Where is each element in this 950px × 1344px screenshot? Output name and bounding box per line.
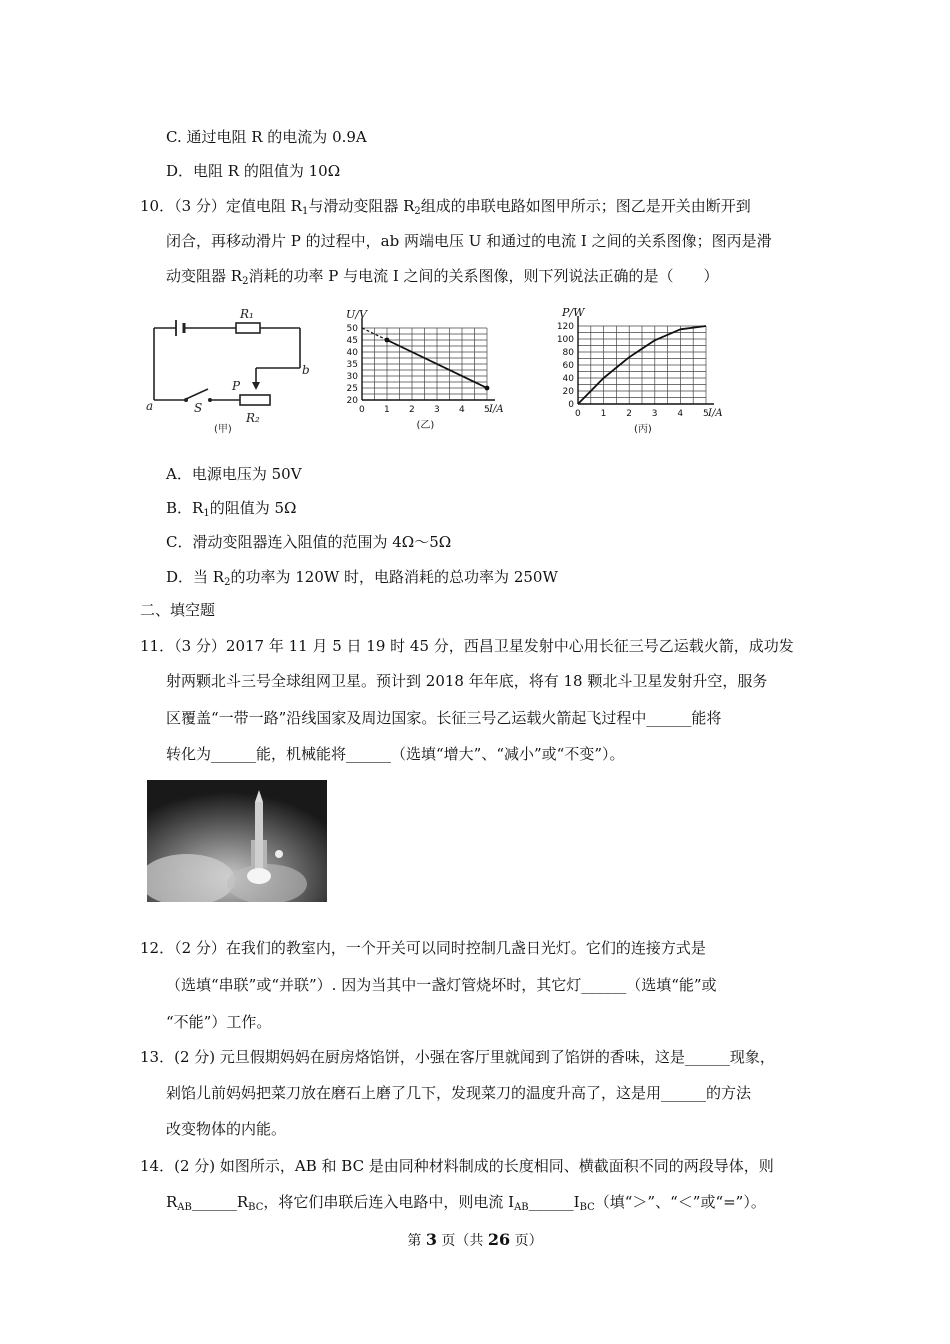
chart-caption: (丙) [634,424,652,435]
y-tick-label: 80 [562,348,574,358]
q13-line3: 改变物体的内能。 [166,1120,287,1138]
x-tick-label: 0 [359,405,365,415]
label-s: S [194,401,203,415]
y-tick-label: 25 [346,384,358,394]
q13-line1: 13．(2 分) 元旦假期妈妈在厨房烙馅饼，小强在客厅里就闻到了馅饼的香味，这是______现象， [140,1048,775,1066]
y-tick-label: 40 [562,374,574,384]
y-tick-label: 20 [562,387,574,397]
x-tick-label: 5 [703,409,709,419]
q9-option-d: D．电阻 R 的阻值为 10Ω [166,162,341,180]
slider-arrow-icon [252,382,260,390]
q11-line3: 区覆盖“一带一路”沿线国家及周边国家。长征三号乙运载火箭起飞过程中______能将 [166,709,722,727]
page-total: 26 [487,1230,511,1249]
x-tick-label: 4 [459,405,465,415]
x-tick-label: 0 [575,409,581,419]
y-tick-label: 35 [346,360,358,370]
q11-line4: 转化为______能，机械能将______（选填“增大”、“减小”或“不变”）。 [166,745,625,763]
x-tick-label: 1 [600,409,607,419]
q10-option-a: A．电源电压为 50V [166,465,302,483]
x-tick-label: 1 [384,405,390,415]
x-tick-label: 3 [434,405,440,415]
y-tick-label: 60 [562,361,574,371]
label-a: a [146,399,154,413]
q10-stem-line1: 10．（3 分）定值电阻 $R_1$与滑动变阻器 $R_2$组成的串联电路如图甲所示；图乙是开关由断开到 [140,197,751,217]
y-tick-label: 40 [346,348,358,358]
q10-stem-line3: 动变阻器 $R_2$消耗的功率 P 与电流 I 之间的关系图像，则下列说法正确的是（ ） [166,267,719,287]
label-p: P [232,379,241,393]
chart-caption: (乙) [416,420,435,431]
y-tick-label: 45 [346,336,358,346]
x-axis-label: I/A [708,408,723,419]
q10-option-b: B．$R_1$的阻值为 5Ω [166,499,297,519]
page-number: 3 [425,1230,437,1249]
q14-line2: $R_{AB}\_\_\_\_\_\_R_{BC}$，将它们串联后连入电路中，则电流 $I_{AB}\_\_\_\_\_\_I_{BC}$（填“＞”、“＜”或“=”）。 [166,1193,766,1213]
q9-option-c: C. 通过电阻 R 的电流为 0.9A [166,128,367,146]
chart-yi [330,300,520,438]
x-tick-label: 2 [626,409,632,419]
q11-line1: 11．（3 分）2017 年 11 月 5 日 19 时 45 分，西昌卫星发射中心用长征三号乙运载火箭，成功发 [140,637,794,655]
q12-line1: 12．（2 分）在我们的教室内，一个开关可以同时控制几盏日光灯。它们的连接方式是 [140,939,706,957]
q11-line2: 射两颗北斗三号全球组网卫星。预计到 2018 年年底，将有 18 颗北斗卫星发射升空，服务 [166,672,768,690]
label-r2: R₂ [246,411,260,425]
x-tick-label: 2 [409,405,415,415]
y-tick-label: 30 [346,372,358,382]
y-tick-label: 20 [346,396,358,406]
x-tick-label: 3 [651,409,658,419]
data-point [485,386,490,391]
y-tick-label: 0 [568,400,574,410]
x-tick-label: 4 [677,409,684,419]
q14-line1: 14．(2 分) 如图所示，AB 和 BC 是由同种材料制成的长度相同、横截面积不同的两段导体，则 [140,1157,774,1175]
q13-line2: 剁馅儿前妈妈把菜刀放在磨石上磨了几下，发现菜刀的温度升高了，这是用______的方法 [166,1084,752,1102]
y-axis-label: U/V [346,308,367,321]
label-r1: R₁ [240,307,254,321]
caption-jia: (甲) [214,424,232,435]
y-axis-label: P/W [562,306,585,319]
q10-stem-line2: 闭合，再移动滑片 P 的过程中，ab 两端电压 U 和通过的电流 I 之间的关系图像；图丙是滑 [166,232,772,250]
y-tick-label: 100 [556,335,574,345]
circuit-diagram-jia [140,300,330,438]
page-footer: 第 3 页（共 26 页） [407,1230,543,1249]
rocket-launch-photo [147,780,327,902]
x-tick-label: 5 [484,405,490,415]
q10-option-c: C．滑动变阻器连入阻值的范围为 4Ω～5Ω [166,533,452,551]
label-b: b [302,363,310,377]
x-axis-label: I/A [489,404,504,415]
q12-line2: （选填“串联”或“并联”）. 因为当其中一盏灯管烧坏时，其它灯______（选填“能”或 [166,976,717,994]
q10-option-d: D．当 $R_2$的功率为 120W 时，电路消耗的总功率为 250W [166,568,558,588]
q12-line3: “不能”）工作。 [166,1013,272,1031]
chart-bing [538,300,738,438]
data-point [385,338,390,343]
y-tick-label: 120 [556,322,574,332]
y-tick-label: 50 [346,324,358,334]
section-heading: 二、填空题 [140,601,216,619]
